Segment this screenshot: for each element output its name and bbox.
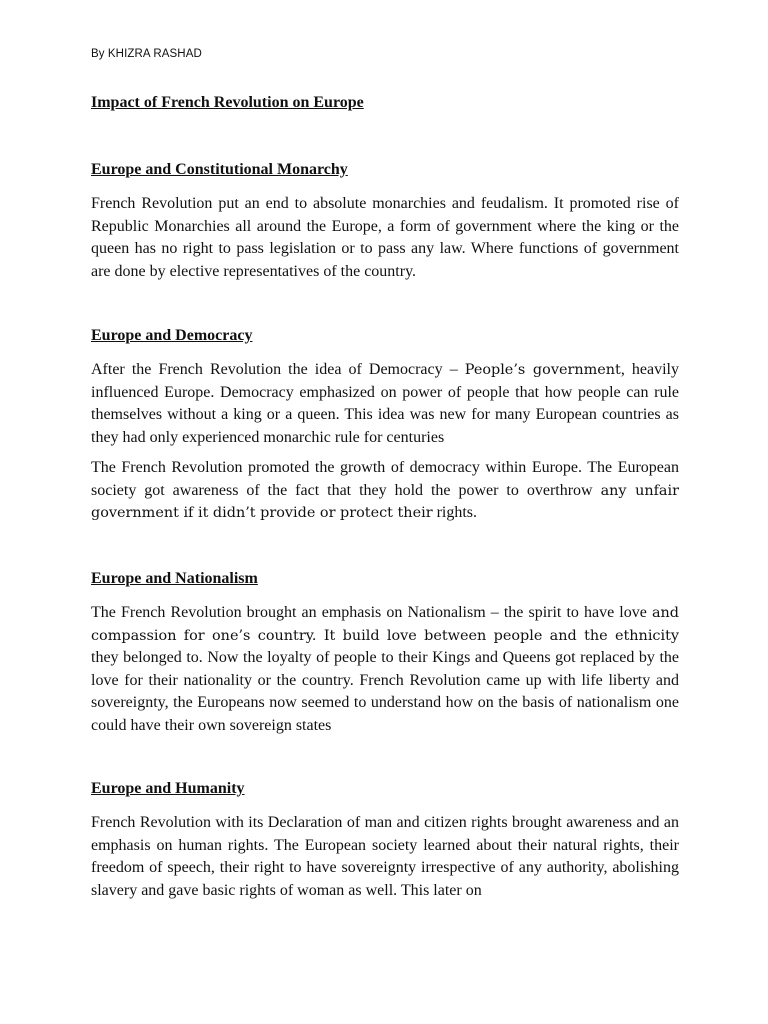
section-humanity xyxy=(91,779,679,902)
section-nationalism xyxy=(91,569,679,737)
paragraph-text: The French Revolution brought an emphasis on Nationalism – the spirit to have love xyxy=(91,604,652,621)
paragraph-emphasis: any unfair government if it didn’t provide or protect their xyxy=(91,482,679,521)
paragraph xyxy=(91,359,679,449)
paragraph-text: rights. xyxy=(432,504,478,521)
paragraph-text: After the French Revolution the idea of Democracy – xyxy=(91,361,465,378)
section-heading: Europe and Nationalism xyxy=(91,570,258,587)
paragraph xyxy=(91,602,679,737)
section-democracy xyxy=(91,326,679,525)
section-heading: Europe and Humanity xyxy=(91,780,245,797)
section-heading: Europe and Constitutional Monarchy xyxy=(91,161,348,178)
paragraph: French Revolution with its Declaration of man and citizen rights brought awareness and an emphasis on human rights. The European society learned about their natural rights, their freedom of speech, their right to have sovereignty irrespective of any authority, abolishing slavery and gave basic rights of woman as well. This later on xyxy=(91,814,679,899)
section-heading: Europe and Democracy xyxy=(91,327,253,344)
paragraph xyxy=(91,457,679,525)
document-title: Impact of French Revolution on Europe xyxy=(91,94,364,111)
section-constitutional-monarchy xyxy=(91,160,679,283)
paragraph-emphasis: and compassion for one’s country. It build love between people and the ethnicity xyxy=(91,605,679,644)
paragraph-text: they belonged to. Now the loyalty of people to their Kings and Queens got replaced by the love for their nationality or the country. French Revolution came up with life liberty and sovereignty, the Europeans now seemed to understand how on the basis of nationalism one could have their own sovereign states xyxy=(91,649,679,734)
author-byline: By KHIZRA RASHAD xyxy=(91,48,202,60)
paragraph-text: The French Revolution promoted the growth of democracy within Europe. The European society got awareness of the fact that they hold the power to overthrow xyxy=(91,459,679,499)
paragraph: French Revolution put an end to absolute monarchies and feudalism. It promoted rise of Republic Monarchies all around the Europe, a form of government where the king or the queen has no right to pass legislation or to pass any law. Where functions of government are done by elective representatives of the country. xyxy=(91,195,679,280)
paragraph-emphasis: People’s government xyxy=(464,362,621,378)
paragraph-text: , heavily influenced Europe. Democracy emphasized on power of people that how people can rule themselves without a king or a queen. This idea was new for many European countries as they had only experienced monarchic rule for centuries xyxy=(91,361,679,446)
